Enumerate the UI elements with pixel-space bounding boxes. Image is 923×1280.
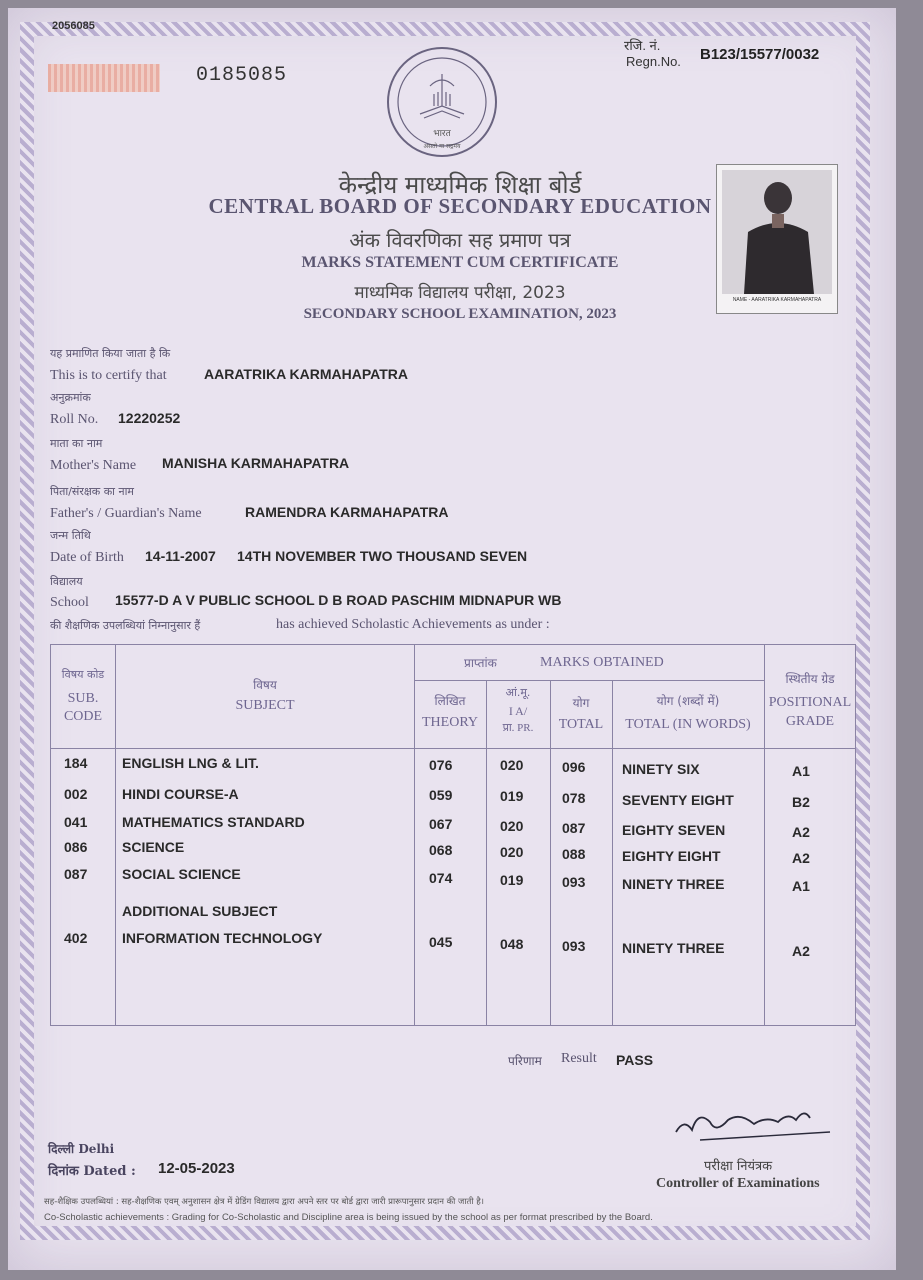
result-label: Result	[561, 1051, 597, 1066]
additional-subject-label: ADDITIONAL SUBJECT	[122, 903, 278, 919]
row-code: 402	[64, 930, 88, 946]
roll-label: Roll No.	[50, 412, 99, 427]
header-marks-hindi: प्राप्तांक	[464, 656, 497, 670]
controller-title: Controller of Examinations	[656, 1176, 820, 1191]
signature-icon	[670, 1100, 840, 1150]
dob-value: 14-11-2007	[145, 548, 216, 564]
row-theory: 074	[429, 870, 453, 886]
father-label: Father's / Guardian's Name	[50, 506, 202, 521]
logo-motto: असतो मा सद्गमय	[423, 143, 461, 150]
certificate-title-hindi: अंक विवरणिका सह प्रमाण पत्र	[349, 228, 571, 252]
father-name: RAMENDRA KARMAHAPATRA	[245, 504, 449, 520]
place: दिल्ली Delhi	[48, 1142, 115, 1156]
row-theory: 045	[429, 934, 453, 950]
board-title: CENTRAL BOARD OF SECONDARY EDUCATION	[208, 194, 712, 218]
row-theory: 076	[429, 757, 453, 773]
footer-note: Co-Scholastic achievements : Grading for Co-Scholastic and Discipline area is being issued by the school as per format prescribed by the Board.	[44, 1212, 653, 1223]
header-positional: POSITIONAL	[768, 695, 852, 710]
controller-hindi: परीक्षा नियंत्रक	[704, 1159, 773, 1174]
row-ia: 020	[500, 844, 524, 860]
row-words: SEVENTY EIGHT	[622, 792, 734, 808]
achievements-label: has achieved Scholastic Achievements as under :	[276, 617, 550, 632]
certify-label-hindi: यह प्रमाणित किया जाता है कि	[50, 347, 171, 360]
student-name: AARATRIKA KARMAHAPATRA	[204, 366, 409, 382]
row-total: 078	[562, 790, 586, 806]
row-subject: INFORMATION TECHNOLOGY	[122, 930, 323, 946]
row-code: 086	[64, 839, 88, 855]
regn-number: B123/15577/0032	[700, 46, 820, 63]
row-total: 093	[562, 938, 586, 954]
header-code: CODE	[63, 709, 103, 724]
regn-label: Regn.No.	[626, 54, 681, 69]
mother-label-hindi: माता का नाम	[50, 437, 103, 450]
row-total: 096	[562, 759, 586, 775]
header-sub-code-hindi: विषय कोड	[61, 668, 105, 681]
row-subject: SCIENCE	[122, 839, 185, 855]
header-grade-hindi: स्थितीय ग्रेड	[785, 672, 835, 686]
row-grade: A2	[792, 824, 810, 840]
serial-number: 0185085	[196, 64, 288, 87]
row-words: NINETY THREE	[622, 876, 725, 892]
roll-number: 12220252	[118, 410, 181, 426]
regn-label-hindi: रजि. नं.	[624, 38, 661, 53]
dated-label: दिनांक Dated :	[48, 1164, 136, 1179]
row-theory: 068	[429, 842, 453, 858]
certify-label: This is to certify that	[50, 368, 167, 383]
row-code: 087	[64, 866, 88, 882]
row-total: 088	[562, 846, 586, 862]
row-subject: HINDI COURSE-A	[122, 786, 239, 802]
row-total: 087	[562, 820, 586, 836]
serial-tag	[48, 64, 160, 92]
board-title-hindi: केन्द्रीय माध्यमिक शिक्षा बोर्ड	[338, 171, 582, 199]
row-theory: 059	[429, 787, 453, 803]
row-code: 184	[64, 755, 88, 771]
row-subject: MATHEMATICS STANDARD	[122, 814, 305, 830]
header-total-hindi: योग	[572, 696, 590, 710]
certificate-title: MARKS STATEMENT CUM CERTIFICATE	[301, 254, 619, 271]
footer-hindi: सह-शैक्षिक उपलब्धियां : सह-शैक्षणिक एवम् अनुशासन क्षेत्र में ग्रेडिंग विद्यालय द्वारा अपने स्तर पर बोर्ड द्वारा जारी प्रारूपानुसार प्रदान की जाती है।	[44, 1197, 485, 1207]
header-ia: I A/	[508, 704, 528, 718]
row-theory: 067	[429, 816, 453, 832]
header-subject-hindi: विषय	[253, 678, 277, 692]
dated-value: 12-05-2023	[158, 1160, 235, 1177]
result-value: PASS	[616, 1052, 654, 1068]
header-words-hindi: योग (शब्दों में)	[656, 694, 720, 708]
row-subject: SOCIAL SCIENCE	[122, 866, 241, 882]
row-grade: A2	[792, 850, 810, 866]
header-ia-hindi: आं.मू.	[505, 686, 531, 699]
header-total-in-words: TOTAL (IN WORDS)	[625, 717, 751, 732]
roll-label-hindi: अनुक्रमांक	[50, 391, 91, 404]
school-value: 15577-D A V PUBLIC SCHOOL D B ROAD PASCHIM MIDNAPUR WB	[115, 592, 562, 608]
row-words: EIGHTY EIGHT	[622, 848, 721, 864]
row-code: 002	[64, 786, 88, 802]
photo-caption: NAME - AARATRIKA KARMAHAPATRA	[732, 297, 822, 303]
row-grade: B2	[792, 794, 810, 810]
header-subject: SUBJECT	[235, 698, 295, 713]
student-photo	[716, 164, 838, 314]
header-theory: THEORY	[422, 715, 478, 730]
mother-label: Mother's Name	[50, 458, 137, 473]
row-total: 093	[562, 874, 586, 890]
row-ia: 020	[500, 818, 524, 834]
dob-label: Date of Birth	[50, 550, 124, 565]
dob-label-hindi: जन्म तिथि	[50, 529, 91, 542]
row-ia: 019	[500, 788, 524, 804]
row-grade: A1	[792, 763, 810, 779]
exam-title: SECONDARY SCHOOL EXAMINATION, 2023	[303, 306, 617, 322]
header-theory-hindi: लिखित	[434, 694, 466, 708]
header-pr: प्रा. PR.	[502, 722, 534, 734]
row-grade: A2	[792, 943, 810, 959]
header-sub: SUB.	[67, 691, 99, 706]
father-label-hindi: पिता/संरक्षक का नाम	[50, 485, 135, 498]
dob-words: 14TH NOVEMBER TWO THOUSAND SEVEN	[237, 548, 528, 564]
row-ia: 048	[500, 936, 524, 952]
header-total: TOTAL	[558, 717, 604, 732]
exam-title-hindi: माध्यमिक विद्यालय परीक्षा, 2023	[354, 283, 566, 303]
document-id: 2056085	[52, 20, 95, 32]
portrait-icon	[722, 170, 832, 294]
row-code: 041	[64, 814, 88, 830]
school-label-hindi: विद्यालय	[50, 575, 83, 588]
result-label-hindi: परिणाम	[508, 1054, 542, 1068]
logo-caption: भारत	[433, 129, 451, 139]
header-grade: GRADE	[785, 714, 835, 729]
row-grade: A1	[792, 878, 810, 894]
row-words: NINETY THREE	[622, 940, 725, 956]
header-marks-obtained: MARKS OBTAINED	[540, 655, 664, 670]
cbse-logo-icon	[384, 44, 500, 160]
row-ia: 019	[500, 872, 524, 888]
row-words: EIGHTY SEVEN	[622, 822, 726, 838]
row-words: NINETY SIX	[622, 761, 700, 777]
achievements-label-hindi: की शैक्षणिक उपलब्धियां निम्नानुसार हैं	[50, 619, 201, 632]
mother-name: MANISHA KARMAHAPATRA	[162, 455, 350, 471]
row-ia: 020	[500, 757, 524, 773]
school-label: School	[50, 595, 89, 610]
row-subject: ENGLISH LNG & LIT.	[122, 755, 259, 771]
